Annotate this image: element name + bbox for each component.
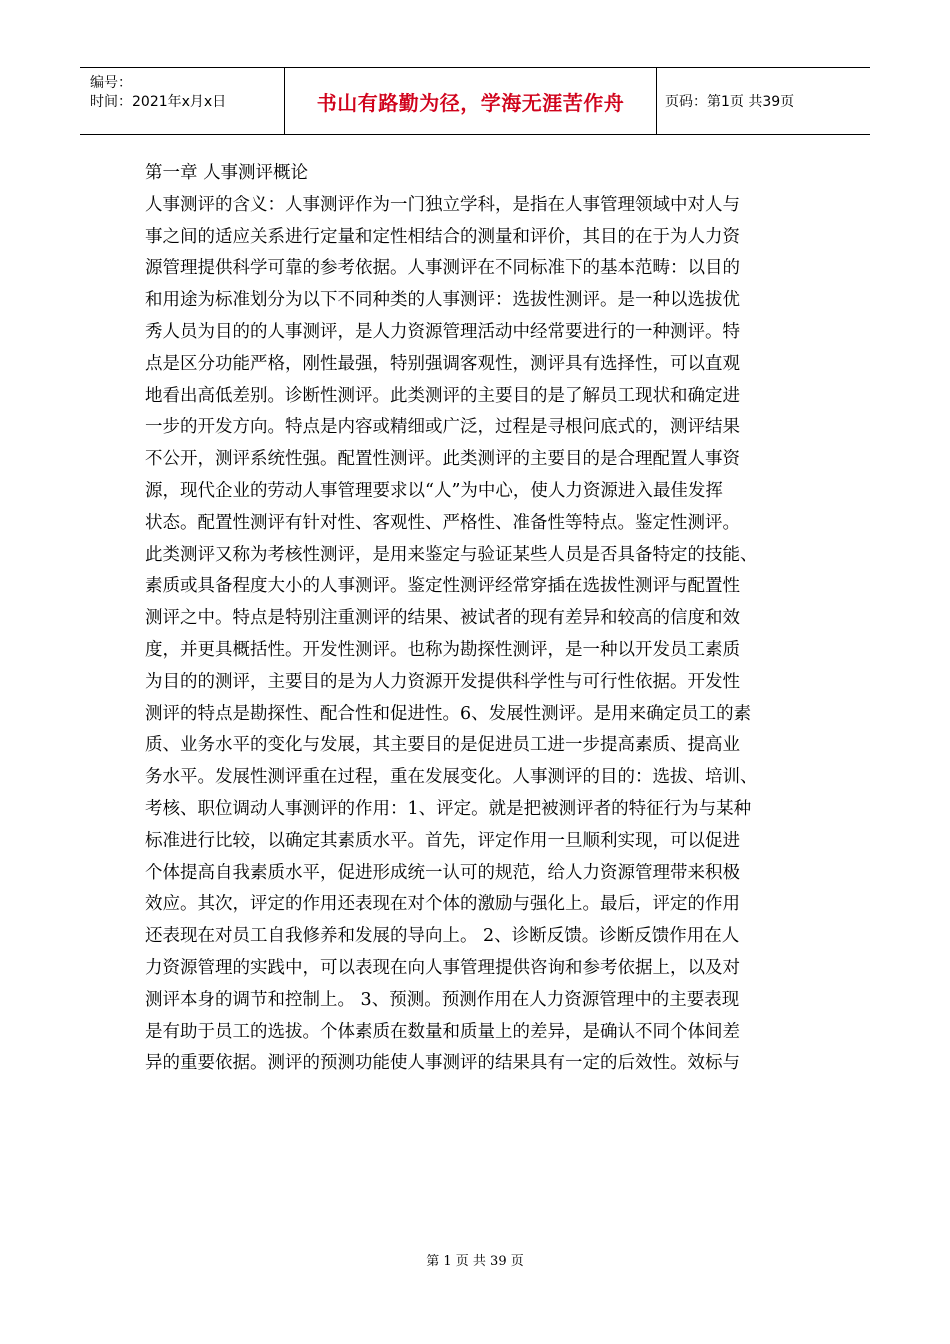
body-line: 度，并更具概括性。开发性测评。也称为勘探性测评，是一种以开发员工素质 bbox=[145, 639, 740, 660]
number-label: 编号： bbox=[90, 75, 132, 91]
body-line: 是有助于员工的选拔。个体素质在数量和质量上的差异，是确认不同个体间差 bbox=[145, 1021, 740, 1042]
body-line: 源管理提供科学可靠的参考依据。人事测评在不同标准下的基本范畴：以目的 bbox=[145, 258, 740, 279]
page-footer: 第 1 页 共 39 页 bbox=[426, 1254, 524, 1269]
body-line: 地看出高低差别。诊断性测评。此类测评的主要目的是了解员工现状和确定进 bbox=[145, 385, 740, 406]
body-line: 力资源管理的实践中，可以表现在向人事管理提供咨询和参考依据上，以及对 bbox=[145, 957, 740, 978]
chapter-title: 第一章 人事测评概论 bbox=[145, 163, 309, 183]
body-line: 源，现代企业的劳动人事管理要求以“人”为中心，使人力资源进入最佳发挥 bbox=[145, 480, 723, 501]
body-line: 测评本身的调节和控制上。 3、预测。预测作用在人力资源管理中的主要表现 bbox=[145, 989, 740, 1010]
body-line: 务水平。发展性测评重在过程，重在发展变化。人事测评的目的：选拔、培训、 bbox=[145, 767, 758, 788]
body-line: 异的重要依据。测评的预测功能使人事测评的结果具有一定的后效性。效标与 bbox=[145, 1053, 740, 1074]
body-line: 和用途为标准划分为以下不同种类的人事测评：选拔性测评。是一种以选拔优 bbox=[145, 290, 740, 311]
body-line: 测评之中。特点是特别注重测评的结果、被试者的现有差异和较高的信度和效 bbox=[145, 608, 740, 629]
body-line: 标准进行比较，以确定其素质水平。首先，评定作用一旦顺利实现，可以促进 bbox=[145, 830, 740, 851]
header-meta bbox=[80, 68, 285, 134]
document-body bbox=[145, 158, 825, 1080]
body-line: 点是区分功能严格，刚性最强，特别强调客观性，测评具有选择性，可以直观 bbox=[145, 353, 740, 374]
body-line: 为目的的测评，主要目的是为人力资源开发提供科学性与可行性依据。开发性 bbox=[145, 671, 740, 692]
body-line: 此类测评又称为考核性测评，是用来鉴定与验证某些人员是否具备特定的技能、 bbox=[145, 544, 758, 565]
time-label: 时间：2021年x月x日 bbox=[90, 94, 227, 110]
document-header bbox=[80, 67, 870, 135]
body-line: 考核、职位调动人事测评的作用：1、评定。就是把被测评者的特征行为与某种 bbox=[145, 798, 752, 819]
body-line: 素质或具备程度大小的人事测评。鉴定性测评经常穿插在选拔性测评与配置性 bbox=[145, 576, 740, 597]
body-line: 还表现在对员工自我修养和发展的导向上。 2、诊断反馈。诊断反馈作用在人 bbox=[145, 926, 740, 947]
header-motto: 书山有路勤为径，学海无涯苦作舟 bbox=[285, 68, 657, 134]
body-line: 状态。配置性测评有针对性、客观性、严格性、准备性等特点。鉴定性测评。 bbox=[145, 512, 740, 533]
body-line: 个体提高自我素质水平，促进形成统一认可的规范，给人力资源管理带来积极 bbox=[145, 862, 740, 883]
body-line: 质、业务水平的变化与发展，其主要目的是促进员工进一步提高素质、提高业 bbox=[145, 735, 740, 756]
body-line: 事之间的适应关系进行定量和定性相结合的测量和评价，其目的在于为人力资 bbox=[145, 226, 740, 247]
body-line: 秀人员为目的的人事测评，是人力资源管理活动中经常要进行的一种测评。特 bbox=[145, 321, 740, 342]
header-page-code: 页码：第1页 共39页 bbox=[665, 94, 795, 110]
body-line: 一步的开发方向。特点是内容或精细或广泛，过程是寻根问底式的，测评结果 bbox=[145, 417, 740, 438]
body-line: 测评的特点是勘探性、配合性和促进性。6、发展性测评。是用来确定员工的素 bbox=[145, 703, 752, 724]
body-line: 效应。其次，评定的作用还表现在对个体的激励与强化上。最后，评定的作用 bbox=[145, 894, 740, 915]
body-line: 不公开，测评系统性强。配置性测评。此类测评的主要目的是合理配置人事资 bbox=[145, 449, 740, 470]
body-line: 人事测评的含义：人事测评作为一门独立学科，是指在人事管理领域中对人与 bbox=[145, 194, 740, 215]
